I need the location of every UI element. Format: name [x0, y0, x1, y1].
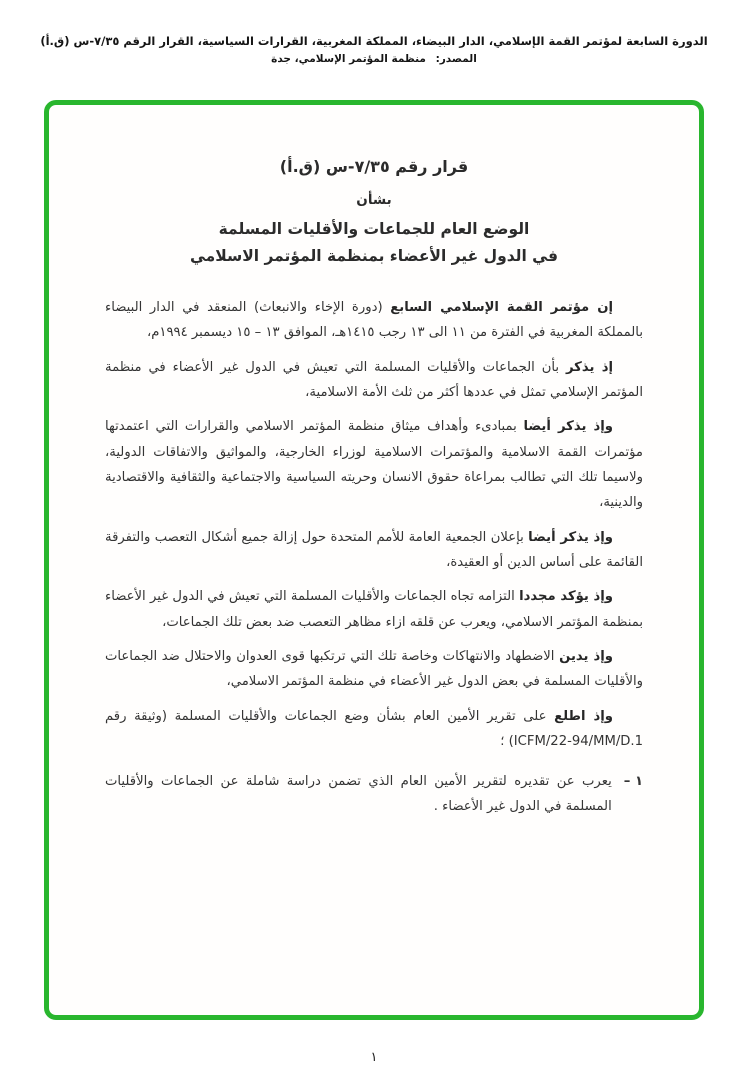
paragraph-lead: وإذ يذكر أيضا [523, 419, 614, 435]
header-citation-line: الدورة السابعة لمؤتمر القمة الإسلامي، الدار البيضاء، المملكة المغربية، القرارات السياسية، القرار الرقم ٧/٣٥-س (ق.أ) [40, 34, 708, 48]
header [0, 0, 748, 65]
item-number: ١ – [623, 773, 643, 789]
paragraph-lead: وإذ يذكر أيضا [528, 529, 614, 545]
source-label: المصدر: [435, 53, 477, 65]
paragraph-reaffirming [105, 584, 643, 635]
header-source-line [0, 53, 748, 65]
paragraph-text: بأن الجماعات والأقليات المسلمة التي تعيش في الدول غير الأعضاء في منظمة المؤتمر الإسلامي تمثل في عددها أكثر من ثلث الأمة الاسلامية، [105, 359, 643, 401]
paragraph-preamble [105, 295, 643, 346]
resolution-title [105, 157, 643, 265]
paragraph-recalling-1 [105, 355, 643, 406]
paragraph-recalling-2 [105, 414, 643, 515]
document-body [105, 157, 643, 819]
title-resolution-number: قرار رقم ٧/٣٥-س (ق.أ) [279, 157, 469, 176]
paragraph-lead: إذ يذكر [565, 359, 613, 375]
paragraph-having-examined [105, 704, 643, 755]
list-item [105, 769, 643, 820]
paragraph-condemning [105, 644, 643, 695]
page-number: ١ [370, 1050, 378, 1065]
title-subject-line-1: الوضع العام للجماعات والأقليات المسلمة [218, 220, 530, 238]
paragraph-text: التزامه تجاه الجماعات والأقليات المسلمة التي تعيش في الدول غير الأعضاء بمنظمة المؤتمر الاسلامي، ويعرب عن قلقه ازاء مظاهر التعصب ضد بعض تلك الجماعات، [105, 589, 643, 630]
item-text: يعرب عن تقديره لتقرير الأمين العام الذي تضمن دراسة شاملة عن الجماعات والأقليات المسلمة في الدول غير الأعضاء . [105, 773, 612, 814]
paragraph-lead: وإذ يؤكد مجددا [519, 589, 614, 605]
paragraph-text: على تقرير الأمين العام بشأن وضع الجماعات والأقليات المسلمة (وثيقة رقم ICFM/22-94/MM/D.1) ؛ [105, 708, 643, 750]
paragraph-text: بمبادىء وأهداف ميثاق منظمة المؤتمر الاسلامي والقرارات التي اعتمدتها مؤتمرات القمة الاسلامية والمؤتمرات الاسلامية لوزراء الخارجية، والمواثيق والاتفاقات الدولية، ولاسيما تلك التي تطالب بمراعاة حقوق الانسان وحريته السياسية والاجتماعية والثقافية والاقتصادية والدينية، [105, 419, 643, 511]
paragraph-text: الاضطهاد والانتهاكات وخاصة تلك التي ترتكبها قوى العدوان والاحتلال ضد الجماعات والأقليات المسلمة في بعض الدول غير الأعضاء في منظمة المؤتمر الاسلامي، [105, 649, 643, 690]
title-subject-line-2: في الدول غير الأعضاء بمنظمة المؤتمر الاسلامي [189, 247, 559, 265]
paragraph-lead: وإذ اطلع [554, 708, 613, 724]
paragraph-lead: وإذ يدين [559, 649, 614, 665]
paragraph-text: بإعلان الجمعية العامة للأمم المتحدة حول إزالة جميع أشكال التعصب والتفرقة القائمة على أساس الدين أو العقيدة، [105, 529, 643, 571]
title-regarding: بشأن [356, 192, 392, 208]
source-value: منظمة المؤتمر الإسلامي، جدة [271, 53, 426, 65]
paragraph-recalling-3 [105, 525, 643, 576]
document-frame [44, 100, 704, 1020]
paragraph-text: (دورة الإخاء والانبعاث) المنعقد في الدار البيضاء بالمملكة المغربية في الفترة من ١١ الى ١٣ رجب ١٤١٥هـ، الموافق ١٣ – ١٥ ديسمبر ١٩٩٤م، [105, 300, 643, 341]
paragraph-lead: إن مؤتمر القمة الإسلامي السابع [390, 300, 613, 315]
